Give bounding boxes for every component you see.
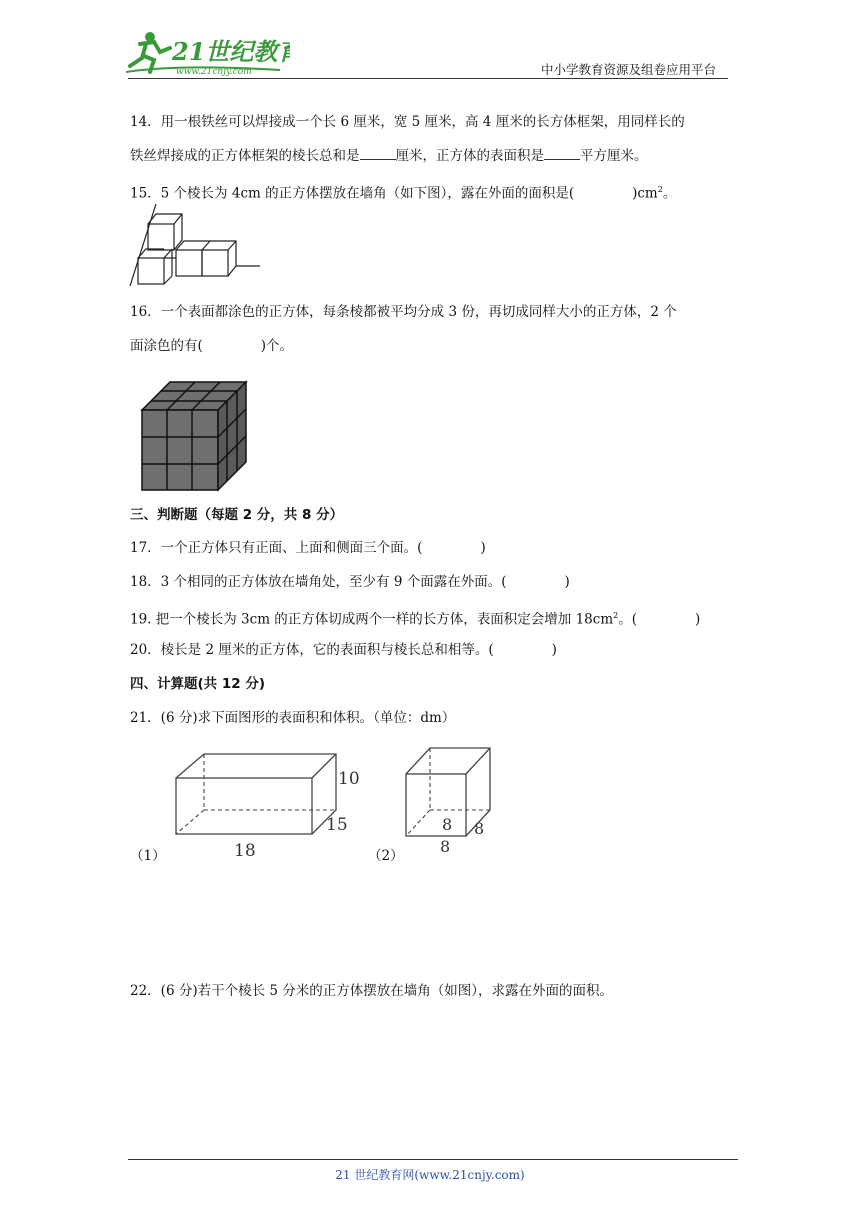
q22: 22．(6 分)若干个棱长 5 分米的正方体摆放在墙角（如图），求露在外面的面积。	[130, 983, 614, 999]
runner-logo-icon	[120, 28, 290, 78]
q17-close: )	[480, 540, 486, 556]
fig1-label: （1）	[130, 848, 166, 864]
q19-text: 19. 把一个棱长为 3cm 的正方体切成两个一样的长方体，表面积定会增加 18cm	[130, 611, 614, 628]
fig2-label: （2）	[368, 848, 404, 864]
footer-link[interactable]: 21 世纪教育网(www.21cnjy.com)	[335, 1168, 525, 1182]
q16-line2	[130, 336, 293, 356]
q16-text-a: 面涂色的有(	[130, 338, 203, 354]
site-logo	[120, 28, 290, 82]
q16-line1: 16．一个表面都涂色的正方体，每条棱都被平均分成 3 份，再切成同样大小的正方体，2 个	[130, 304, 677, 320]
fig1-height-label: 10	[338, 769, 360, 789]
q15-text-b: )cm	[632, 185, 658, 202]
q15-cubes-figure	[128, 204, 268, 290]
fig2-height-label: 8	[442, 815, 453, 834]
q15-superscript: 2	[657, 185, 663, 194]
q21: 21．(6 分)求下面图形的表面积和体积。（单位：dm）	[130, 710, 456, 726]
fig2-length-label: 8	[440, 837, 451, 856]
q14-text-b: 厘米，正方体的表面积是	[395, 148, 544, 164]
q18-text: 18．3 个相同的正方体放在墙角处，至少有 9 个面露在外面。(	[130, 574, 507, 590]
fig1-width-label: 15	[326, 815, 348, 835]
q15	[130, 180, 676, 204]
header-divider	[128, 78, 728, 79]
q14-blank-2	[544, 145, 580, 160]
q20-close: )	[551, 642, 557, 658]
q18	[130, 572, 570, 592]
q16-painted-cube-figure	[140, 380, 250, 496]
q19-close: )	[695, 611, 701, 628]
q17-text: 17．一个正方体只有正面、上面和侧面三个面。(	[130, 540, 423, 556]
q17	[130, 538, 486, 558]
logo-url: www.21cnjy.com	[176, 67, 252, 77]
q15-end: 。	[662, 185, 677, 202]
q14-line1: 14．用一根铁丝可以焊接成一个长 6 厘米，宽 5 厘米，高 4 厘米的长方体框架，用同样长的	[130, 114, 685, 130]
fig1-length-label: 18	[234, 841, 256, 860]
q15-text-a: 15．5 个棱长为 4cm 的正方体摆放在墙角（如下图），露在外面的面积是(	[130, 185, 575, 202]
q19-superscript: 2	[613, 611, 619, 620]
q20	[130, 640, 557, 660]
q20-text: 20．棱长是 2 厘米的正方体，它的表面积与棱长总和相等。(	[130, 642, 494, 658]
q14-line2	[130, 145, 648, 166]
fig2-width-label: 8	[474, 819, 485, 838]
q14-text-a: 铁丝焊接成的正方体框架的棱长总和是	[130, 148, 360, 164]
q16-text-b: )个。	[260, 338, 294, 354]
platform-name: 中小学教育资源及组卷应用平台	[541, 62, 717, 77]
q14-blank-1	[360, 145, 396, 160]
q21-cuboid-figure	[172, 750, 362, 864]
logo-text: 21世纪教育	[172, 37, 290, 66]
section4-title: 四、计算题(共 12 分)	[130, 676, 266, 692]
q19-open: 。(	[618, 611, 638, 628]
q18-close: )	[564, 574, 570, 590]
q14-text-c: 平方厘米。	[580, 148, 648, 164]
footer-divider	[128, 1159, 738, 1160]
q19	[130, 606, 700, 630]
section3-title: 三、判断题（每题 2 分，共 8 分）	[130, 507, 344, 523]
q21-cube-figure	[402, 744, 502, 860]
